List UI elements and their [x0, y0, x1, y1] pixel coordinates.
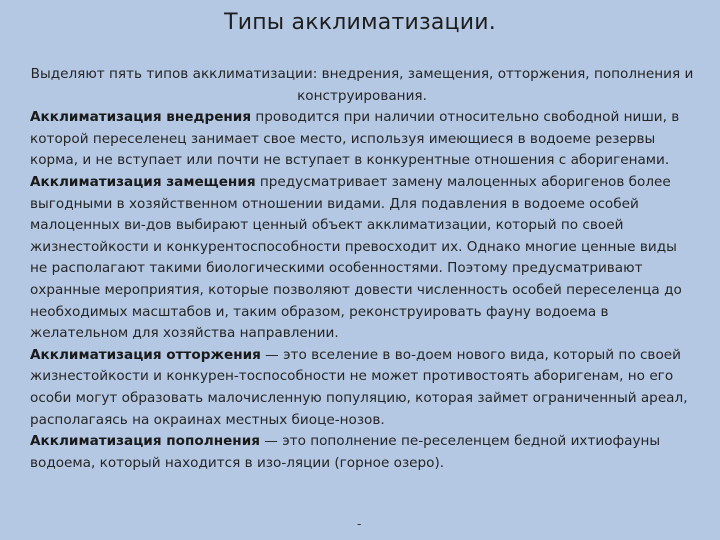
slide-body — [30, 64, 694, 474]
paragraph-text: предусматривает замену малоценных аборигенов более выгодными в хозяйственном отношении видами. Для подавления в водоеме особей малоценных ви-дов выбирают ценный объект акклиматизации, который по своей жизнестойкости и конкурентоспособности превосходит их. Однако многие ценные виды не располагают такими биологическими особенностями. Поэтому предусматривают охранные мероприятия, которые позволяют довести численность особей переселенца до необходимых масштабов и, таким образом, реконструировать фауну водоема в желательном для хозяйства направлении. — [30, 173, 682, 342]
footer-dash: - — [357, 517, 362, 531]
term-rejection: Акклиматизация отторжения — [30, 346, 261, 363]
intro-paragraph: Выделяют пять типов акклиматизации: внедрения, замещения, отторжения, пополнения и конструирования. — [30, 66, 694, 104]
term-introduction: Акклиматизация внедрения — [30, 109, 252, 126]
slide-title: Типы акклиматизации. — [224, 10, 496, 35]
paragraph-text: — это пополнение пе-реселенцем бедной ихтиофауны водоема, который находится в изо-ляции (горное озеро). — [30, 433, 661, 471]
paragraph-text: — это вселение в во-доем нового вида, который по своей жизнестойкости и конкурен-тоспособности не может противостоять аборигенам, но его особи могут образовать малочисленную популяцию, которая займет ограниченный ареал, располагаясь на окраинах местных биоце-нозов. — [30, 346, 688, 428]
term-replacement: Акклиматизация замещения — [30, 173, 256, 190]
paragraph-text: проводится при наличии относительно свободной ниши, в которой переселенец занимает свое место, используя имеющиеся в водоеме резервы корма, и не вступает или почти не вступает в конкурентные отношения с аборигенами. — [30, 109, 680, 169]
paragraph-replacement-type — [30, 172, 694, 345]
paragraph-replenishment-type — [30, 431, 694, 474]
paragraph-introduction-type — [30, 107, 694, 172]
paragraph-rejection-type — [30, 345, 694, 431]
term-replenishment: Акклиматизация пополнения — [30, 433, 260, 450]
